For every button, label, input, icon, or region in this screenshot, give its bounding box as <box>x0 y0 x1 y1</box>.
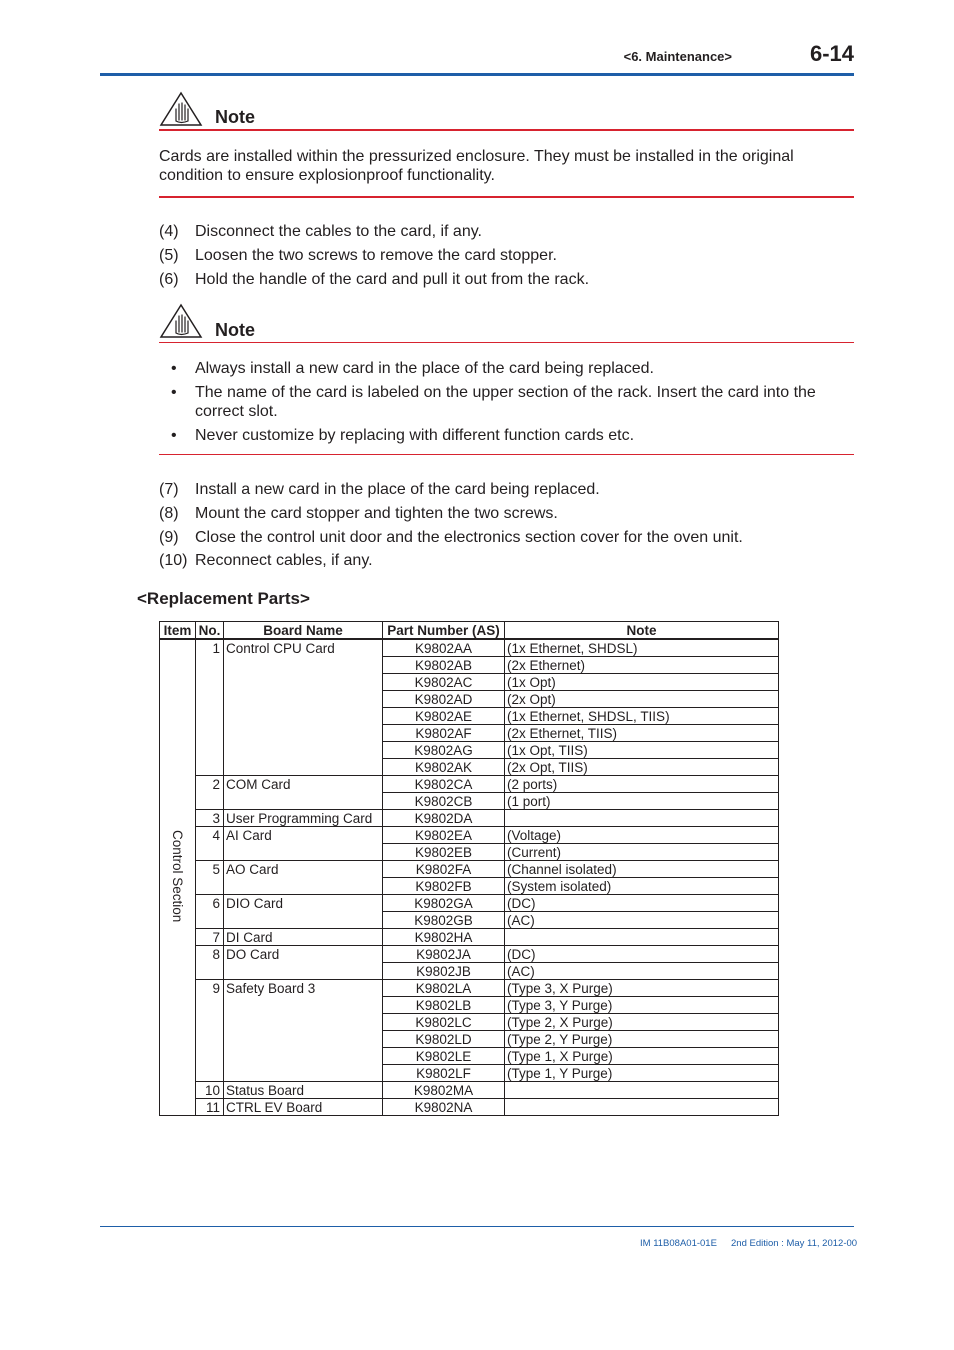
replacement-parts-table <box>159 621 779 1116</box>
cell-part-number: K9802MA <box>383 1082 505 1099</box>
step-5: (5) Loosen the two screws to remove the card stopper. <box>159 247 557 264</box>
cell-board-name <box>224 725 383 742</box>
cell-note: (Type 1, Y Purge) <box>505 1065 779 1082</box>
cell-no <box>196 878 224 895</box>
cell-board-name: Status Board <box>224 1082 383 1099</box>
table-row <box>160 963 779 980</box>
step-7: (7) Install a new card in the place of the card being replaced. <box>159 481 600 498</box>
cell-board-name: DO Card <box>224 946 383 963</box>
table-row <box>160 1031 779 1048</box>
cell-note: (2x Opt, TIIS) <box>505 759 779 776</box>
cell-board-name <box>224 1031 383 1048</box>
table-row <box>160 997 779 1014</box>
cell-no <box>196 1048 224 1065</box>
cell-note: (1x Opt) <box>505 674 779 691</box>
cell-part-number: K9802LA <box>383 980 505 997</box>
page-number: 6-14 <box>809 41 854 66</box>
table-row <box>160 1065 779 1082</box>
cell-no <box>196 997 224 1014</box>
col-header-note: Note <box>505 622 779 640</box>
table-row <box>160 1048 779 1065</box>
step-8: (8) Mount the card stopper and tighten the two screws. <box>159 505 558 522</box>
cell-note: (2x Ethernet) <box>505 657 779 674</box>
table-row <box>160 725 779 742</box>
section-label: Control Section <box>170 829 185 923</box>
step-9: (9) Close the control unit door and the electronics section cover for the oven unit. <box>159 529 743 546</box>
cell-note: (Type 3, Y Purge) <box>505 997 779 1014</box>
cell-no <box>196 657 224 674</box>
table-row <box>160 759 779 776</box>
cell-no <box>196 793 224 810</box>
cell-part-number: K9802LC <box>383 1014 505 1031</box>
table-row <box>160 657 779 674</box>
cell-part-number: K9802LE <box>383 1048 505 1065</box>
cell-board-name <box>224 1048 383 1065</box>
cell-no <box>196 742 224 759</box>
cell-note: (Type 2, X Purge) <box>505 1014 779 1031</box>
footer-edition: 2nd Edition : May 11, 2012-00 <box>731 1238 858 1249</box>
cell-note: (1x Ethernet, SHDSL) <box>505 639 779 657</box>
cell-note: (2x Ethernet, TIIS) <box>505 725 779 742</box>
cell-part-number: K9802AD <box>383 691 505 708</box>
cell-part-number: K9802LF <box>383 1065 505 1082</box>
header-rule <box>100 73 854 76</box>
cell-part-number: K9802DA <box>383 810 505 827</box>
cell-board-name <box>224 742 383 759</box>
cell-board-name <box>224 674 383 691</box>
cell-note: (2x Opt) <box>505 691 779 708</box>
cell-board-name <box>224 793 383 810</box>
note-title-2: Note <box>215 320 255 340</box>
cell-note: (Type 3, X Purge) <box>505 980 779 997</box>
cell-part-number: K9802EA <box>383 827 505 844</box>
cell-note <box>505 1082 779 1099</box>
cell-note <box>505 810 779 827</box>
cell-part-number: K9802AF <box>383 725 505 742</box>
cell-part-number: K9802AK <box>383 759 505 776</box>
cell-note: (Type 2, Y Purge) <box>505 1031 779 1048</box>
cell-board-name <box>224 1065 383 1082</box>
cell-board-name: COM Card <box>224 776 383 793</box>
col-header-part-number: Part Number (AS) <box>383 622 505 640</box>
cell-note: (AC) <box>505 963 779 980</box>
cell-board-name <box>224 657 383 674</box>
table-row <box>160 912 779 929</box>
cell-no <box>196 708 224 725</box>
cell-no <box>196 1031 224 1048</box>
cell-no: 10 <box>196 1082 224 1099</box>
cell-no: 9 <box>196 980 224 997</box>
table-row <box>160 674 779 691</box>
cell-no: 1 <box>196 639 224 657</box>
replacement-parts-heading: <Replacement Parts> <box>137 589 310 608</box>
step-4: (4) Disconnect the cables to the card, if any. <box>159 223 482 240</box>
cell-no <box>196 844 224 861</box>
table-row <box>160 793 779 810</box>
cell-part-number: K9802NA <box>383 1099 505 1116</box>
cell-part-number: K9802LD <box>383 1031 505 1048</box>
cell-no <box>196 725 224 742</box>
note-rule-top-1 <box>159 129 854 131</box>
running-header-section: <6. Maintenance> <box>623 49 732 64</box>
cell-board-name <box>224 708 383 725</box>
table-row <box>160 776 779 793</box>
table-row <box>160 1082 779 1099</box>
table-row <box>160 844 779 861</box>
table-row <box>160 827 779 844</box>
cell-part-number: K9802EB <box>383 844 505 861</box>
cell-part-number: K9802AE <box>383 708 505 725</box>
cell-note: (Current) <box>505 844 779 861</box>
cell-no: 6 <box>196 895 224 912</box>
cell-board-name <box>224 963 383 980</box>
cell-note: (DC) <box>505 895 779 912</box>
cell-note: (1 port) <box>505 793 779 810</box>
cell-part-number: K9802GB <box>383 912 505 929</box>
cell-no <box>196 1065 224 1082</box>
cell-no: 5 <box>196 861 224 878</box>
cell-note <box>505 1099 779 1116</box>
cell-board-name <box>224 844 383 861</box>
cell-board-name: User Programming Card <box>224 810 383 827</box>
caution-hand-icon <box>159 303 203 339</box>
cell-part-number: K9802FA <box>383 861 505 878</box>
cell-no <box>196 912 224 929</box>
cell-part-number: K9802JB <box>383 963 505 980</box>
table-row <box>160 1099 779 1116</box>
caution-hand-icon <box>159 91 203 127</box>
table-row <box>160 691 779 708</box>
table-row <box>160 929 779 946</box>
cell-note: (1x Ethernet, SHDSL, TIIS) <box>505 708 779 725</box>
table-row <box>160 639 779 657</box>
cell-no <box>196 691 224 708</box>
cell-note: (System isolated) <box>505 878 779 895</box>
cell-board-name <box>224 997 383 1014</box>
cell-board-name <box>224 912 383 929</box>
cell-board-name: AO Card <box>224 861 383 878</box>
cell-no: 7 <box>196 929 224 946</box>
cell-no <box>196 759 224 776</box>
cell-no <box>196 963 224 980</box>
cell-part-number: K9802AG <box>383 742 505 759</box>
cell-board-name: Control CPU Card <box>224 639 383 657</box>
cell-part-number: K9802AC <box>383 674 505 691</box>
table-row <box>160 980 779 997</box>
cell-part-number: K9802CB <box>383 793 505 810</box>
cell-note: (2 ports) <box>505 776 779 793</box>
cell-no: 2 <box>196 776 224 793</box>
cell-note: (DC) <box>505 946 779 963</box>
cell-part-number: K9802CA <box>383 776 505 793</box>
cell-board-name: DI Card <box>224 929 383 946</box>
cell-no: 8 <box>196 946 224 963</box>
note-text-1: Cards are installed within the pressurized enclosure. They must be installed in the original condition to ensure explosionproof functionality. <box>159 148 794 184</box>
table-header-row <box>160 622 779 640</box>
cell-board-name: Safety Board 3 <box>224 980 383 997</box>
cell-part-number: K9802LB <box>383 997 505 1014</box>
step-10: (10) Reconnect cables, if any. <box>159 552 373 569</box>
table-row <box>160 1014 779 1031</box>
table-row <box>160 895 779 912</box>
cell-board-name <box>224 759 383 776</box>
item-cell-section <box>160 639 196 1116</box>
cell-note: (Voltage) <box>505 827 779 844</box>
cell-part-number: K9802HA <box>383 929 505 946</box>
cell-board-name <box>224 878 383 895</box>
cell-no: 3 <box>196 810 224 827</box>
cell-board-name <box>224 691 383 708</box>
note-rule-bottom-2 <box>159 454 854 455</box>
note-rule-top-2 <box>159 342 854 343</box>
col-header-item: Item <box>160 622 196 640</box>
cell-no <box>196 674 224 691</box>
cell-part-number: K9802FB <box>383 878 505 895</box>
cell-board-name <box>224 1014 383 1031</box>
cell-note <box>505 929 779 946</box>
col-header-no: No. <box>196 622 224 640</box>
cell-no <box>196 1014 224 1031</box>
note-title-1: Note <box>215 107 255 127</box>
cell-part-number: K9802GA <box>383 895 505 912</box>
cell-note: (Channel isolated) <box>505 861 779 878</box>
cell-board-name: AI Card <box>224 827 383 844</box>
cell-part-number: K9802AA <box>383 639 505 657</box>
step-6: (6) Hold the handle of the card and pull it out from the rack. <box>159 271 590 288</box>
cell-board-name: CTRL EV Board <box>224 1099 383 1116</box>
cell-board-name: DIO Card <box>224 895 383 912</box>
table-row <box>160 742 779 759</box>
cell-no: 11 <box>196 1099 224 1116</box>
table-row <box>160 810 779 827</box>
cell-note: (1x Opt, TIIS) <box>505 742 779 759</box>
footer-document-id: IM 11B08A01-01E <box>640 1238 717 1249</box>
cell-note: (Type 1, X Purge) <box>505 1048 779 1065</box>
table-row <box>160 708 779 725</box>
cell-part-number: K9802JA <box>383 946 505 963</box>
footer-rule <box>100 1226 854 1227</box>
table-row <box>160 878 779 895</box>
cell-note: (AC) <box>505 912 779 929</box>
table-row <box>160 946 779 963</box>
cell-part-number: K9802AB <box>383 657 505 674</box>
note-rule-bottom-1 <box>159 196 854 198</box>
col-header-board-name: Board Name <box>224 622 383 640</box>
cell-no: 4 <box>196 827 224 844</box>
table-row <box>160 861 779 878</box>
